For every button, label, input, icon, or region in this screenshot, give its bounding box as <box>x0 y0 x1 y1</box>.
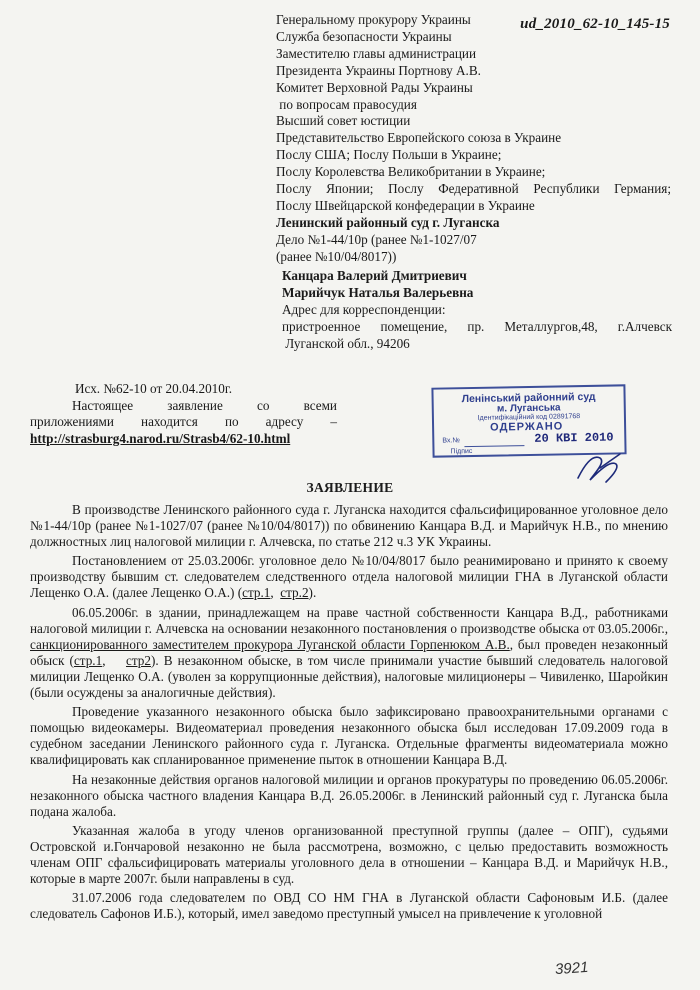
sender-name: Марийчук Наталья Валерьевна <box>282 284 474 300</box>
court-name: Ленинский районный суд г. Луганска <box>276 214 500 230</box>
document-body <box>30 502 668 925</box>
sender-block <box>282 268 672 353</box>
paragraph-text: ). В незаконном обыске, в том числе принимали участие бывший следователь налоговой милиции Лещенко О.А. (уволен за коррупционные действия), налоговые милиционеры – Чивиленко, Шаройкин (были осуждены за аналогичные действия). <box>30 652 668 701</box>
paragraph-text: Постановлением от 25.03.2006г. уголовное дело №10/04/8017 было реанимировано и принято к своему производству бывшим ст. следователем следственного отдела налоговой милиции ГНА в Луганской области Лещенко О.А. (далее Лещенко О.А.) ( <box>30 553 668 601</box>
paragraph-text: 06.05.2006г. в здании, принадлежащем на праве частной собственности Канцара В.Д., работниками налоговой милиции г. Алчевска на основании незаконного постановления о производстве обыска от 03.05.2006г., <box>30 604 668 636</box>
addressee-line: по вопросам правосудия <box>276 96 417 112</box>
stamp-city: м. Луганська <box>496 402 561 415</box>
addressee-line: Служба безопасности Украины <box>276 28 452 44</box>
paragraph: 31.07.2006 года следователем по ОВД СО НМ ГНА в Луганской области Сафоновым И.Б. (далее следователь Сафонов И.Б.), который, имел заведомо преступный умысел на привлечение к уголовной <box>30 890 668 922</box>
page-link[interactable]: стр.1 <box>242 585 271 601</box>
addressee-line: Генеральному прокурору Украины <box>276 12 471 27</box>
address-label: Адрес для корреспонденции: <box>282 301 446 317</box>
paragraph <box>30 605 668 702</box>
case-number-previous: (ранее №10/04/8017)) <box>276 248 397 264</box>
addressee-line: Высший совет юстиции <box>276 113 411 129</box>
underlined-text: санкционированного заместителем прокурора Луганской области Горпенюком А.В. <box>30 636 510 652</box>
handwritten-page-number: 3921 <box>554 958 589 979</box>
case-number: Дело №1-44/10р (ранее №1-1027/07 <box>276 231 477 247</box>
paragraph: На незаконные действия органов налоговой милиции и органов прокуратуры по проведению 06.05.2006г. незаконного обыска частного владения Канцара В.Д. 26.05.2006г. в Ленинский районный суд г. Луганска была подана жалоба. <box>30 771 668 819</box>
address-line: Луганской обл., 94206 <box>282 335 410 351</box>
page-link[interactable]: стр.1 <box>73 652 103 668</box>
paragraph-text: , был проведен незаконный обыск ( <box>30 636 668 668</box>
address-line: пристроенное помещение, пр. Металлургов,48, г.Алчевск <box>282 318 672 334</box>
page-link[interactable]: стр.2 <box>280 585 309 601</box>
separator: , <box>270 585 281 601</box>
paragraph <box>30 553 668 601</box>
outgoing-block <box>30 381 337 447</box>
addressee-line: Послу Японии; Послу Федеративной Республики Германия; <box>276 181 671 197</box>
addressee-line: Послу Швейцарской конфедерации в Украине <box>276 197 535 213</box>
stamp-date: 20 КВІ 2010 <box>534 430 614 446</box>
page-link[interactable]: стр2 <box>125 652 151 668</box>
stamp-received-label: ОДЕРЖАНО <box>490 420 564 434</box>
stamp-signature-label: Підпис <box>450 447 473 456</box>
sender-name: Канцара Валерий Дмитриевич <box>282 268 467 283</box>
addressee-line: Заместителю главы администрации <box>276 45 477 61</box>
stamp-incoming-number-label: Вх.№ <box>442 437 460 445</box>
document-id: ud_2010_62-10_145-15 <box>520 16 670 32</box>
addressee-line: Послу Королевства Великобритании в Украине; <box>276 164 546 180</box>
court-received-stamp <box>431 384 626 457</box>
addressee-line: Послу США; Послу Польши в Украине; <box>276 147 502 163</box>
addressee-block <box>276 12 671 266</box>
paragraph: Указанная жалоба в угоду членов организованной преступной группы (далее – ОПГ), судьями Островской и.Гончаровой незаконно не была рассмотрена, возможно, с целью предоставить возможность членам ОПГ сфальсифицировать материалы уголовного дела в отношении – Канцара В.Д. и Марийчук Н.В., которые в марте 2007г. были направлены в суд. <box>30 822 668 887</box>
document-title: ЗАЯВЛЕНИЕ <box>306 480 394 495</box>
stamp-rule <box>464 445 524 447</box>
separator: , <box>102 652 126 668</box>
paragraph: В производстве Ленинского районного суда г. Луганска находится сфальсифицированное уголовное дело №1-44/10р (ранее №1-1027/07 (ранее №10/04/8017)) по обвинению Канцара В.Д. и Марийчук Н.В., по мнению должностных лиц налоговой милиции г. Алчевска, по статье 212 ч.3 УК Украины. <box>30 502 668 550</box>
addressee-line: Президента Украины Портнову А.В. <box>276 62 481 78</box>
outgoing-link[interactable]: http://strasburg4.narod.ru/Strasb4/62-10.html <box>30 430 291 446</box>
addressee-line: Представительство Европейского союза в Украине <box>276 130 562 146</box>
paragraph: Проведение указанного незаконного обыска было зафиксировано правоохранительными органами с помощью видеокамеры. Видеоматериал проведения незаконного обыска был исследован 17.09.2009 года в судебном заседании Ленинского районного суда г. Луганска. Отдельные фрагменты видеоматериала можно квалифицировать как спланированное применение пыток в отношении Канцара В.Д. <box>30 704 668 768</box>
stamp-court-name: Ленінський районний суд <box>461 390 596 406</box>
paragraph-text: ). <box>308 585 317 601</box>
addressee-line: Комитет Верховной Рады Украины <box>276 79 473 95</box>
outgoing-number: Исх. №62-10 от 20.04.2010г. <box>75 381 233 396</box>
stamp-id-code: Ідентифікаційний код 02891768 <box>477 413 581 422</box>
outgoing-note: Настоящее заявление со всеми <box>72 397 337 413</box>
outgoing-note: приложениями находится по адресу – <box>30 414 337 429</box>
